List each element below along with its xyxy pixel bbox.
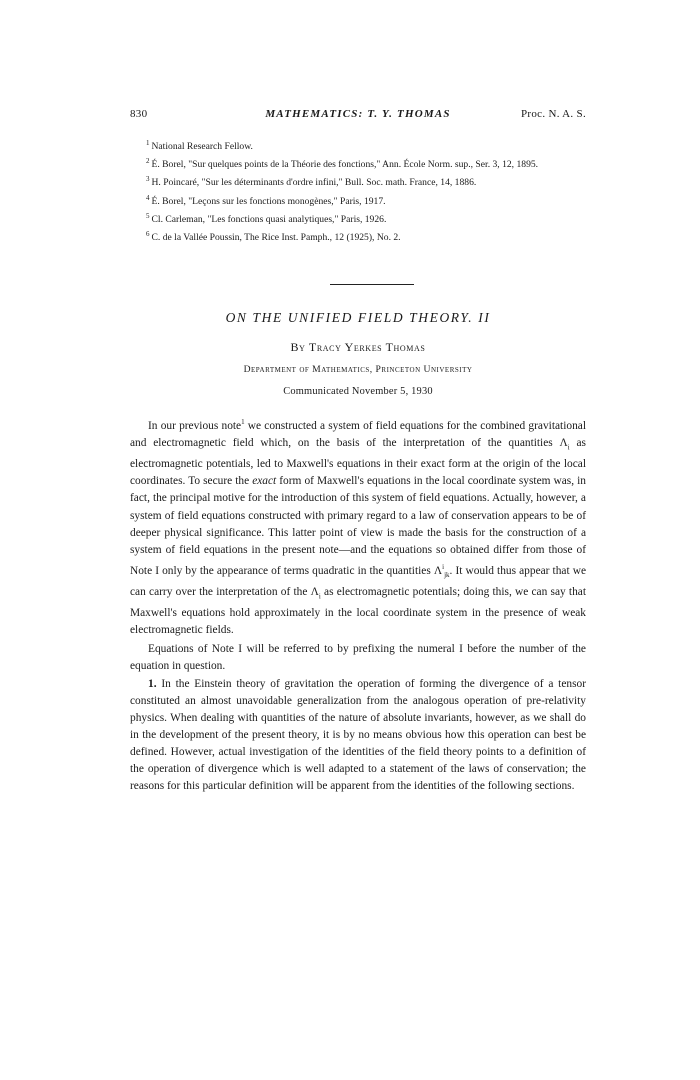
section-number: 1.: [148, 677, 157, 690]
footnote-text: É. Borel, "Sur quelques points de la Théorie des fonctions," Ann. École Norm. sup., Ser. 3, 12, 1895.: [151, 159, 539, 171]
article-body: [130, 414, 586, 795]
footnotes: [146, 136, 586, 245]
footnote-text: Cl. Carleman, "Les fonctions quasi analytiques," Paris, 1926.: [151, 213, 387, 225]
footnote: [146, 154, 586, 172]
footnote: [146, 227, 586, 245]
body-paragraph: 1. In the Einstein theory of gravitation the operation of forming the divergence of a tensor constituted an almost unavoidable generalization from the analogous operation of pre-relativity physics. When dealing with quantities of the nature of absolute invariants, however, as we shall do in the development of the present theory, it is by no means obvious how this operation can best be defined. However, actual investigation of the identities of the field theory points to a definition of the operation of divergence which is well adapted to a statement of the laws of conservation; the reasons for this particular definition will be apparent from the identities of the following sections.: [130, 677, 586, 793]
footnote-mark: 2: [146, 157, 150, 166]
footnote-mark: 6: [146, 229, 150, 238]
footnote-mark: 3: [146, 175, 150, 184]
body-paragraph: In our previous note$^1$ we constructed a system of field equations for the combined gravitational and electromagnetic field which, on the basis of the interpretation of the quantities $\Lambda_i$ as electromagnetic potentials, led to Maxwell's equations in their exact form at the origin of the local coordinates. To secure the exact form of Maxwell's equations in the local coordinate system was, in fact, the principal motive for the introduction of this system of field equations. Actually, however, a system of field equations constructed with primary regard to a law of conservation appears to be of deeper physical significance. This latter point of view is made the basis for the construction of a system of field equations in the present note—and the equations so obtained differ from those of Note I only by the appearance of terms quadratic in the quantities $\Lambda^i_{jk}$. It would thus appear that we can carry over the interpretation of the $\Lambda_i$ as electromagnetic potentials; doing this, we can say that Maxwell's equations hold approximately in the local coordinate system in the presence of weak electromagnetic fields.: [130, 418, 586, 637]
footnote: [146, 209, 586, 227]
footnote: [146, 172, 586, 190]
communicated-date: Communicated November 5, 1930: [283, 386, 433, 397]
footnote: [146, 191, 586, 209]
footnote-text: C. de la Vallée Poussin, The Rice Inst. Pamph., 12 (1925), No. 2.: [151, 232, 401, 244]
page-number: 830: [130, 108, 148, 120]
footnote-mark: 1: [146, 139, 150, 147]
article-affiliation: Department of Mathematics, Princeton University: [243, 364, 473, 375]
footnote: [146, 136, 586, 154]
footnote-text: National Research Fellow.: [151, 141, 253, 153]
article-author: By Tracy Yerkes Thomas: [290, 340, 426, 354]
article-title: ON THE UNIFIED FIELD THEORY. II: [225, 310, 491, 325]
footnote-text: É. Borel, "Leçons sur les fonctions monogènes," Paris, 1917.: [151, 195, 386, 207]
footnote-text: H. Poincaré, "Sur les déterminants d'ordre infini," Bull. Soc. math. France, 14, 1886.: [151, 177, 477, 189]
running-title: MATHEMATICS: T. Y. THOMAS: [265, 108, 451, 120]
footnote-mark: 5: [146, 211, 150, 220]
footnote-ref: 1: [241, 418, 245, 426]
running-head: [130, 108, 586, 126]
section-divider: [330, 284, 414, 285]
footnote-mark: 4: [146, 193, 150, 202]
journal-abbrev: Proc. N. A. S.: [520, 108, 586, 120]
body-paragraph: Equations of Note I will be referred to by prefixing the numeral I before the number of the equation in question.: [130, 642, 586, 672]
